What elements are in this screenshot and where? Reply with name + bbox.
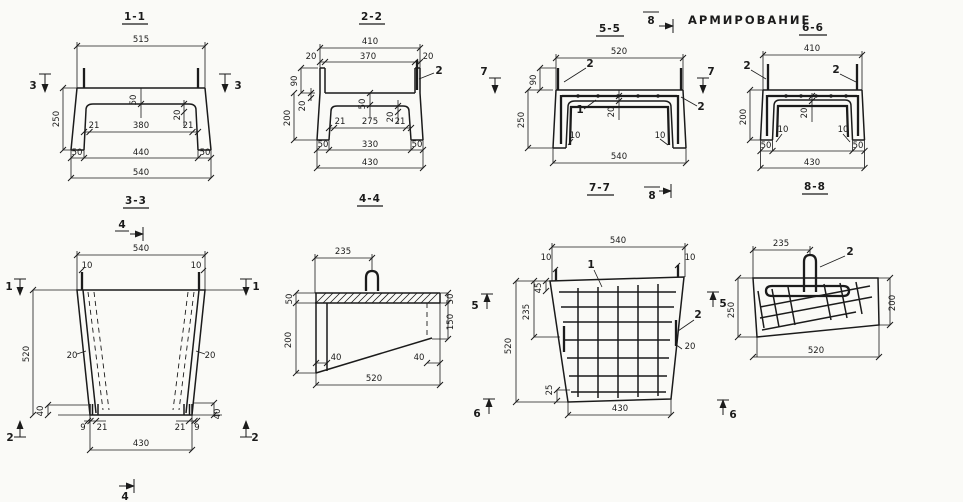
section-title: 8-8 (804, 181, 826, 193)
bar-label-2: 2 (694, 309, 702, 321)
leader-line (419, 73, 434, 79)
dim-540: 540 (610, 152, 628, 162)
section-title: 6-6 (802, 22, 824, 34)
dim-520: 520 (610, 47, 628, 57)
cut-label-7-right: 7 (707, 66, 715, 78)
dim-40-left: 40 (36, 405, 46, 417)
dim-540: 540 (609, 236, 627, 246)
section-title: 7-7 (589, 182, 611, 194)
dim-520: 520 (807, 346, 825, 356)
section-title: 4-4 (359, 193, 381, 205)
dowel-marks (82, 272, 199, 290)
cut-label-1-left: 1 (5, 281, 13, 293)
leader-line (820, 256, 845, 267)
cut-arrow-down-icon (222, 84, 229, 93)
bar-label-2-right: 2 (697, 101, 705, 113)
dim-20-right: 20 (204, 351, 216, 361)
view-plan-7-7 (471, 182, 736, 421)
dim-21-left: 21 (96, 423, 108, 433)
dim-40-right: 40 (213, 408, 223, 420)
cut-arrow-down-icon (700, 85, 707, 94)
dim-330: 330 (361, 140, 379, 150)
dim-250: 250 (517, 111, 527, 129)
bar-label-1: 1 (587, 259, 595, 271)
dim-235: 235 (334, 247, 352, 257)
rebar-mesh-grid (559, 284, 676, 398)
dim-275: 275 (361, 117, 379, 127)
dim-250: 250 (727, 301, 737, 319)
dim-20-wall: 20 (298, 100, 308, 112)
bar-label-2-left: 2 (743, 60, 751, 72)
dim-380: 380 (132, 121, 150, 131)
bar-label-2: 2 (846, 246, 854, 258)
dim-10-left: 10 (81, 261, 93, 271)
dim-25: 25 (545, 384, 555, 396)
dim-20: 20 (800, 107, 810, 119)
hidden-edges-dashed (88, 292, 194, 410)
cut-label-6-left: 6 (473, 408, 481, 420)
dim-410: 410 (803, 44, 821, 54)
dim-50-right: 50 (446, 293, 456, 305)
edge-bars (564, 320, 676, 352)
cut-arrow-up-icon (243, 420, 250, 429)
dim-430: 430 (361, 158, 379, 168)
bar-label-1: 1 (576, 104, 584, 116)
dim-21-right: 21 (394, 117, 406, 127)
dim-90: 90 (290, 75, 300, 87)
dim-235: 235 (772, 239, 790, 249)
dim-20-left: 20 (66, 351, 78, 361)
dimension-ticks (60, 43, 214, 181)
dim-410: 410 (361, 37, 379, 47)
cut-label-5-left: 5 (471, 300, 479, 312)
dimension-lines (738, 246, 890, 357)
dim-520: 520 (365, 374, 383, 384)
dim-20: 20 (607, 106, 617, 118)
dim-40-left: 40 (330, 353, 342, 363)
dim-200: 200 (739, 108, 749, 126)
dim-9-right: 9 (194, 423, 200, 433)
dim-235: 235 (522, 303, 532, 321)
dim-20-edge: 20 (684, 342, 696, 352)
dim-200: 200 (283, 109, 293, 127)
drawing-heading: АРМИРОВАНИЕ (688, 13, 812, 27)
view-section-6-6 (739, 22, 868, 171)
cut-arrow-down-icon (492, 85, 499, 94)
cut-arrow-down-icon (42, 84, 49, 93)
dim-520: 520 (22, 345, 32, 363)
dim-440: 440 (132, 148, 150, 158)
cut-label-4-top: 4 (118, 219, 126, 231)
dim-20-inner: 20 (386, 111, 396, 123)
dim-21-right: 21 (174, 423, 186, 433)
cut-label-8: 8 (648, 190, 656, 202)
dim-50-right: 50 (852, 141, 864, 151)
dim-20: 20 (173, 109, 183, 121)
dim-21-right: 21 (182, 121, 194, 131)
dim-370: 370 (359, 52, 377, 62)
bar-label-2-right: 2 (832, 64, 840, 76)
dim-515: 515 (132, 35, 150, 45)
dimension-ticks (30, 252, 217, 453)
dim-540: 540 (132, 168, 150, 178)
dim-10-left: 10 (569, 131, 581, 141)
dim-45: 45 (534, 282, 544, 294)
bar-label-2: 2 (435, 65, 443, 77)
dim-50-foot-left: 50 (317, 140, 329, 150)
dim-520: 520 (504, 337, 514, 355)
dim-430: 430 (803, 158, 821, 168)
section-title: 1-1 (124, 11, 146, 23)
dim-10-right: 10 (837, 125, 849, 135)
cut-label-7-left: 7 (480, 66, 488, 78)
dim-10-right: 10 (684, 253, 696, 263)
dimension-ticks (735, 247, 893, 360)
dim-40-right: 40 (413, 353, 425, 363)
section-title: 2-2 (361, 11, 383, 23)
view-section-5-5 (480, 12, 714, 166)
cut-label-2-right: 2 (251, 432, 259, 444)
cut-arrow-down-icon (17, 287, 24, 296)
dim-21-left: 21 (88, 121, 100, 131)
cut-label-5-right: 5 (719, 298, 727, 310)
plan-outline (77, 290, 205, 415)
dim-150-right: 150 (446, 313, 456, 331)
leader-lines (751, 70, 856, 82)
dim-250: 250 (52, 110, 62, 128)
lifting-loop (366, 271, 378, 291)
view-section-8-8 (727, 181, 898, 360)
loop-anchor-bar (766, 286, 849, 296)
dim-50-foot-right: 50 (411, 140, 423, 150)
section-title: 5-5 (599, 23, 621, 35)
dim-50-center: 50 (358, 98, 368, 110)
cut-label-8: 8 (647, 15, 655, 27)
dim-90: 90 (529, 74, 539, 86)
cut-arrow-up-icon (17, 420, 24, 429)
cut-label-3-right: 3 (234, 80, 242, 92)
dim-200: 200 (888, 294, 898, 312)
dim-50-left: 50 (760, 141, 772, 151)
cut-label-4-bottom: 4 (121, 491, 129, 502)
cut-label-1-right: 1 (252, 281, 260, 293)
view-section-4-4 (284, 193, 456, 388)
dim-50-left: 50 (285, 293, 295, 305)
dim-9-left: 9 (80, 423, 86, 433)
bar-label-2-left: 2 (586, 58, 594, 70)
view-plan-3-3 (5, 195, 259, 502)
dim-430: 430 (132, 439, 150, 449)
cut-label-3-left: 3 (29, 80, 37, 92)
dowel-bars (84, 68, 198, 88)
slab-hatching (316, 293, 438, 303)
cut-label-6-right: 6 (729, 409, 737, 421)
dim-10-right: 10 (654, 131, 666, 141)
dim-50-center: 50 (129, 94, 139, 106)
cut-label-2-left: 2 (6, 432, 14, 444)
section-title: 3-3 (125, 195, 147, 207)
dim-10-left: 10 (540, 253, 552, 263)
dim-20-lip-left: 20 (305, 52, 317, 62)
dim-540: 540 (132, 244, 150, 254)
dim-430: 430 (611, 404, 629, 414)
dim-50-foot-right: 50 (199, 148, 211, 158)
dim-20-lip-right: 20 (422, 52, 434, 62)
view-section-1-1 (29, 11, 241, 181)
dimension-lines (516, 243, 685, 415)
dim-10-left: 10 (777, 125, 789, 135)
dim-50-foot-left: 50 (71, 148, 83, 158)
dim-21-left: 21 (334, 117, 346, 127)
dim-200-left: 200 (284, 331, 294, 349)
cut-arrow-down-icon (243, 287, 250, 296)
view-section-2-2 (283, 11, 443, 171)
dim-10-right: 10 (190, 261, 202, 271)
